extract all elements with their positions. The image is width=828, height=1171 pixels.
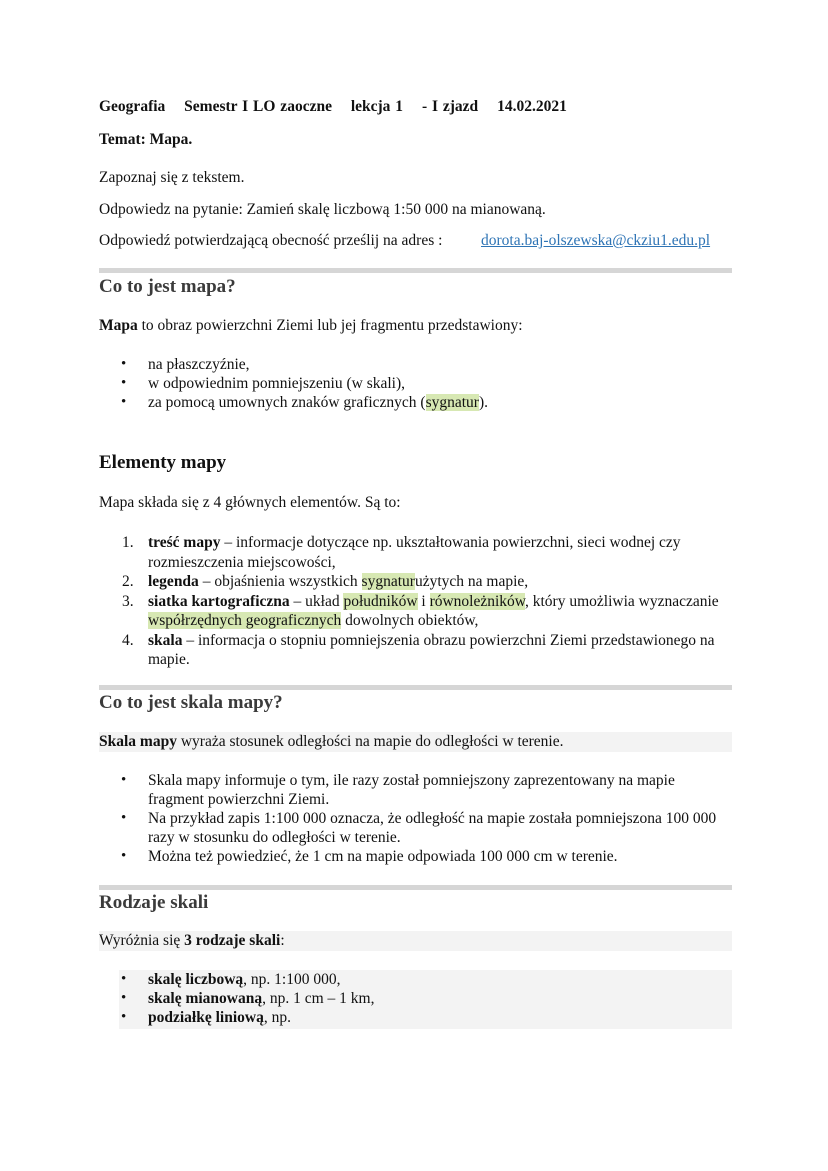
list-number: 4. <box>122 631 134 649</box>
list-item <box>119 1008 732 1027</box>
section-divider <box>99 268 732 273</box>
list-item-text: dowolnych obiektów, <box>341 612 479 629</box>
scale-term: Skala mapy <box>99 733 177 750</box>
section-divider <box>99 885 732 890</box>
scale-types-lead <box>99 931 732 951</box>
list-item-text: – układ <box>289 592 344 610</box>
list-item <box>119 989 732 1008</box>
list-item: • Skala mapy informuje o tym, ile razy został pomniejszony zaprezentowany na mapie fragment powierzchni Ziemi. <box>99 771 732 809</box>
list-number: 3. <box>122 592 134 610</box>
list-item-text: , który umożliwia wyznaczanie <box>525 592 719 610</box>
highlight-sygnatur: sygnatur <box>361 573 415 590</box>
list-number: 2. <box>122 573 134 590</box>
term: skala <box>148 631 183 649</box>
email-link[interactable]: dorota.baj-olszewska@ckziu1.edu.pl <box>481 232 711 249</box>
scale-types-list <box>119 970 732 1029</box>
lead-text: Wyróżnia się <box>99 932 185 949</box>
list-item-text: za pomocą umownych znaków graficznych ( <box>148 394 426 411</box>
instruction-send <box>99 232 732 250</box>
lesson: lekcja 1 <box>350 98 404 115</box>
list-item: • na płaszczyźnie, <box>99 355 732 374</box>
section-title-map: Co to jest mapa? <box>99 276 236 297</box>
list-number: 1. <box>122 534 134 551</box>
list-item <box>99 533 732 572</box>
lead-bold: 3 rodzaje skali <box>184 932 281 949</box>
list-item <box>119 970 732 989</box>
map-features-list <box>99 355 732 412</box>
list-item: • Można też powiedzieć, że 1 cm na mapie odpowiada 100 000 cm w terenie. <box>99 847 732 866</box>
term: siatka kartograficzna <box>148 592 290 610</box>
term: skalę mianowaną <box>148 990 263 1007</box>
document-header <box>99 98 581 116</box>
instruction-send-text: Odpowiedź potwierdzającą obecność prześlij na adres : <box>99 232 443 249</box>
subject: Geografia <box>99 98 166 115</box>
instruction-question: Odpowiedz na pytanie: Zamień skalę liczbową 1:50 000 na mianowaną. <box>99 201 546 218</box>
list-item-text: , np. 1 cm – 1 km, <box>262 990 375 1007</box>
elements-lead: Mapa składa się z 4 głównych elementów. Są to: <box>99 494 401 511</box>
lead-text: : <box>280 932 285 949</box>
semester: Semestr I LO zaoczne <box>184 98 332 115</box>
map-definition <box>99 317 523 335</box>
list-item <box>99 393 732 412</box>
scale-definition-text: wyraża stosunek odległości na mapie do odległości w terenie. <box>176 733 564 750</box>
highlight-poludnikow: południków <box>343 592 418 610</box>
term: treść mapy <box>148 534 221 551</box>
list-item-text: – informacje dotyczące np. ukształtowania powierzchni, sieci wodnej czy rozmieszczenia miejscowości, <box>148 534 681 571</box>
list-item <box>99 631 732 670</box>
list-item-text: użytych na mapie, <box>414 573 529 590</box>
list-item-text: , np. <box>263 1009 291 1026</box>
highlight-sygnatur: sygnatur <box>425 394 479 411</box>
list-item-text: , np. 1:100 000, <box>243 971 341 988</box>
section-title-scale-types: Rodzaje skali <box>99 892 209 913</box>
map-term: Mapa <box>99 317 138 334</box>
list-item-text: – objaśnienia wszystkich <box>198 573 362 590</box>
list-item <box>99 572 732 592</box>
scale-definition <box>99 732 732 752</box>
section-divider <box>99 685 732 690</box>
list-item: • Na przykład zapis 1:100 000 oznacza, że odległość na mapie została pomniejszona 100 000 razy w stosunku do odległości w terenie. <box>99 809 732 847</box>
list-item <box>99 592 732 631</box>
highlight-wspolrzednych: współrzędnych geograficznych <box>148 612 342 629</box>
list-item: • w odpowiednim pomniejszeniu (w skali), <box>99 374 732 393</box>
elements-list <box>99 533 732 670</box>
map-definition-text: to obraz powierzchni Ziemi lub jej fragmentu przedstawiony: <box>137 317 523 334</box>
highlight-rownoleznikow: równoleżników <box>429 592 525 610</box>
list-item-text: i <box>417 592 430 610</box>
section-title-elements: Elementy mapy <box>99 452 227 473</box>
list-item-text: – informacja o stopniu pomniejszenia obrazu powierzchni Ziemi przedstawionego na mapie. <box>148 631 715 668</box>
scale-explanation-list <box>99 771 732 866</box>
instruction-read: Zapoznaj się z tekstem. <box>99 169 245 186</box>
term: skalę liczbową <box>148 971 244 988</box>
date: 14.02.2021 <box>497 98 567 115</box>
topic-title: Temat: Mapa. <box>99 131 193 148</box>
list-item-text: ). <box>478 394 489 411</box>
term: podziałkę liniową <box>148 1009 264 1026</box>
term: legenda <box>148 573 199 590</box>
meeting: - I zjazd <box>421 98 479 115</box>
section-title-scale: Co to jest skala mapy? <box>99 692 283 713</box>
